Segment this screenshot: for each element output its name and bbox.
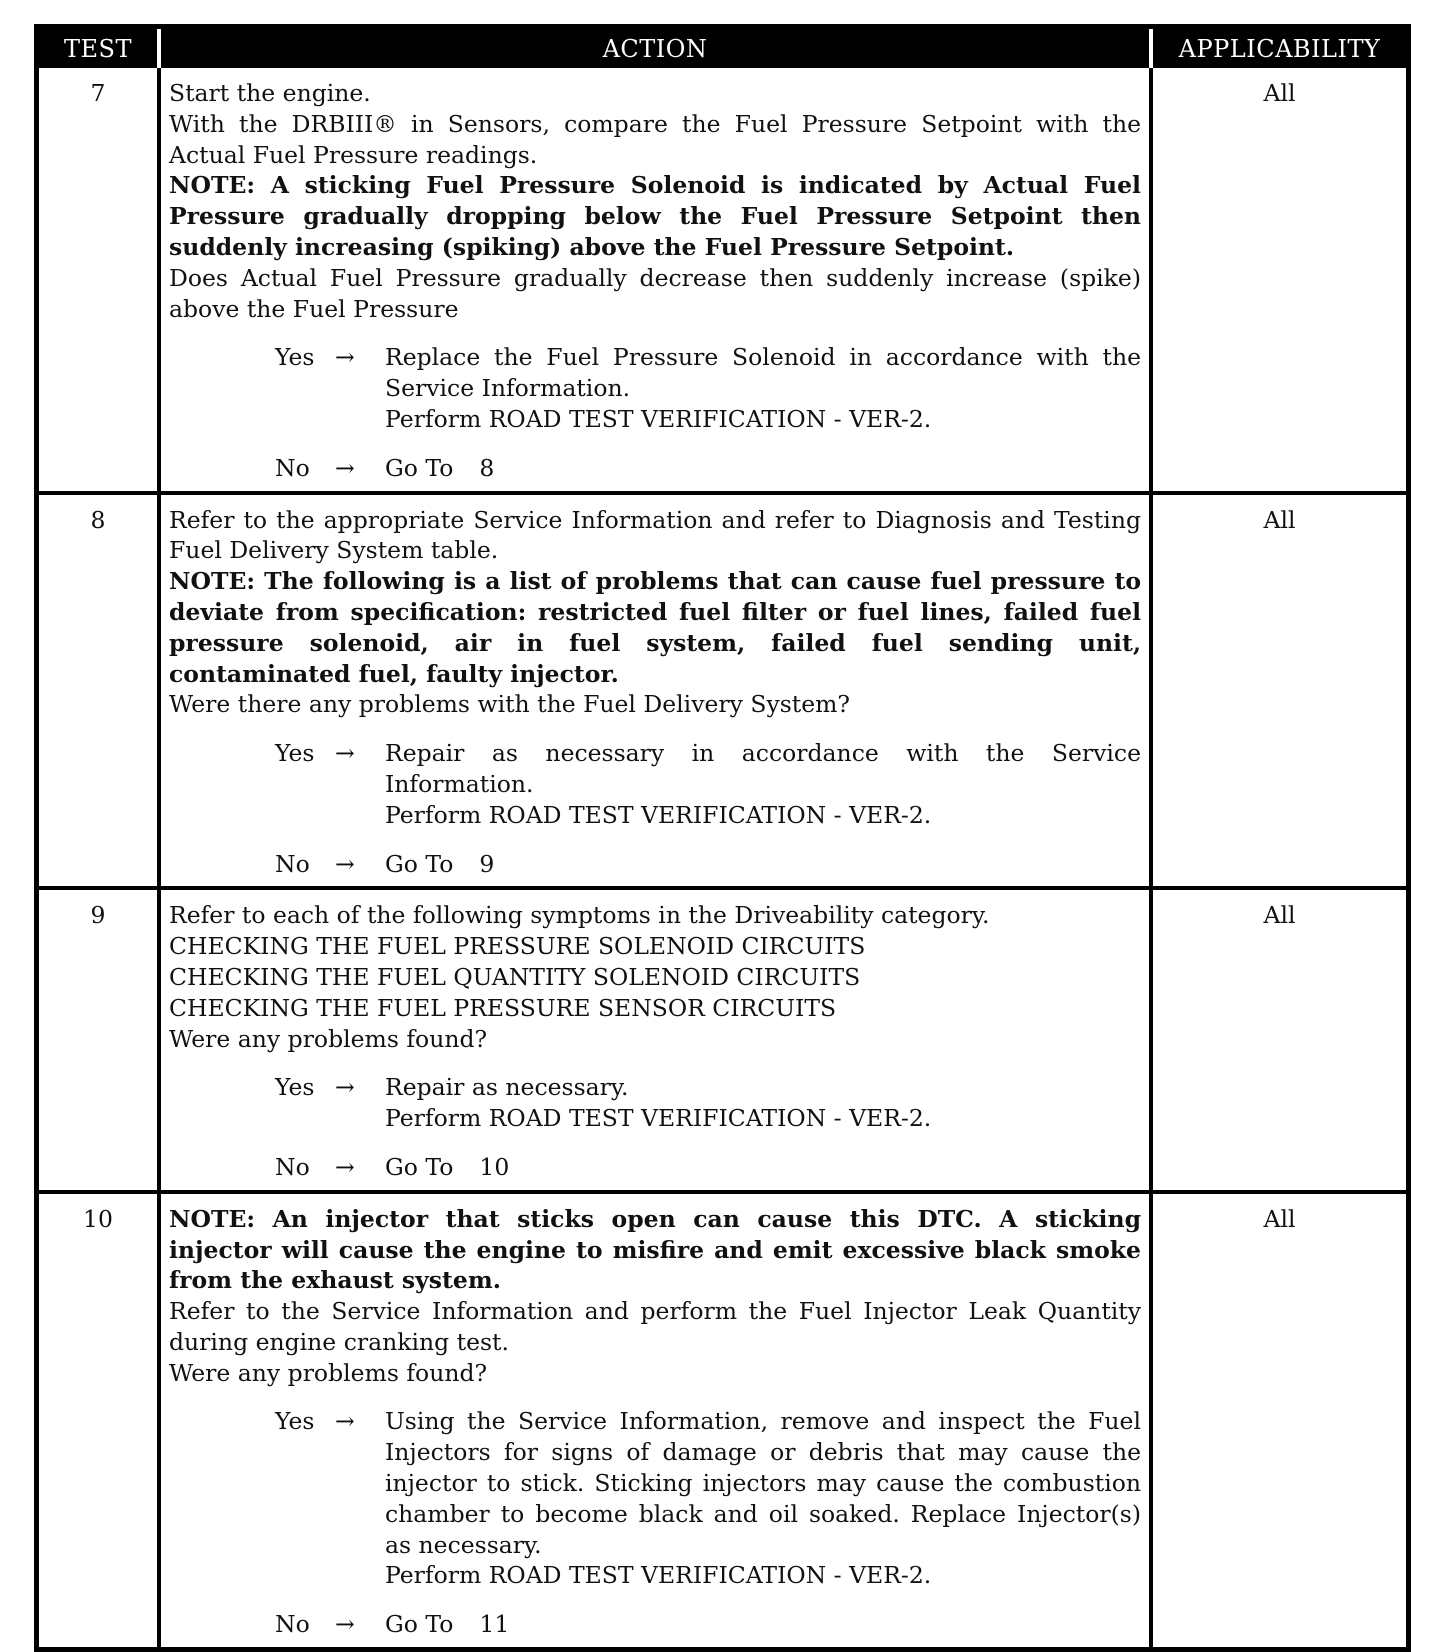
yes-result (385, 1072, 1141, 1134)
yes-branch (275, 1072, 1141, 1134)
test-number: 7 (90, 79, 106, 107)
yes-instruction: Repair as necessary in accordance with the Service Information. (385, 739, 1141, 798)
action-question: Were any problems found? (169, 1358, 488, 1387)
yes-label: Yes (275, 739, 315, 768)
test-row-10 (39, 1192, 1406, 1647)
action-note: NOTE: A sticking Fuel Pressure Solenoid is indicated by Actual Fuel Pressure gradually dropping below the Fuel Pressure Setpoint then suddenly increasing (spiking) above the Fuel Pressure Setpoint. (169, 171, 1141, 261)
action-cell (159, 1192, 1151, 1647)
yes-label: Yes (275, 343, 315, 372)
arrow-icon: → (335, 453, 355, 482)
no-branch (275, 453, 1141, 484)
yes-branch (275, 1406, 1141, 1591)
yes-instruction: Repair as necessary. (385, 1073, 629, 1102)
yes-label: Yes (275, 1073, 315, 1102)
verification-step: Perform ROAD TEST VERIFICATION - VER-2. (385, 800, 932, 829)
yes-label: Yes (275, 1407, 315, 1436)
action-cell (159, 493, 1151, 889)
diagnostic-procedure-table (34, 24, 1411, 1652)
action-text: Refer to the appropriate Service Information and refer to Diagnosis and Testing Fuel Delivery System table. (169, 505, 1141, 565)
yes-instruction: Using the Service Information, remove and inspect the Fuel Injectors for signs of damage or debris that may cause the injector to stick. Sticking injectors may cause the combustion chamber to become black and oil soaked. Replace Injector(s) as necessary. (385, 1407, 1141, 1559)
applicability-value: All (1151, 68, 1406, 493)
no-result (385, 453, 1141, 484)
header-applicability: APPLICABILITY (1151, 29, 1406, 68)
arrow-icon: → (335, 1610, 355, 1639)
goto-label: Go To (385, 453, 454, 482)
table-header-row (39, 29, 1406, 68)
yes-result (385, 1406, 1141, 1591)
no-label: No (275, 1152, 310, 1181)
no-result (385, 1152, 1141, 1183)
test-number: 8 (39, 493, 159, 889)
goto-test-link[interactable]: 8 (479, 453, 495, 482)
test-row-8 (39, 493, 1406, 889)
goto-test-link[interactable]: 9 (479, 849, 495, 878)
header-action: ACTION (159, 29, 1151, 68)
no-label: No (275, 849, 310, 878)
verification-step: Perform ROAD TEST VERIFICATION - VER-2. (385, 1561, 932, 1590)
action-cell (159, 888, 1151, 1191)
arrow-icon: → (335, 1407, 355, 1436)
arrow-icon: → (335, 739, 355, 768)
action-text: With the DRBIII® in Sensors, compare the Fuel Pressure Setpoint with the Actual Fuel Pressure readings. (169, 109, 1141, 169)
arrow-icon: → (335, 1152, 355, 1181)
arrow-icon: → (335, 849, 355, 878)
yes-result (385, 738, 1141, 830)
arrow-icon: → (335, 1073, 355, 1102)
yes-instruction: Replace the Fuel Pressure Solenoid in accordance with the Service Information. (385, 343, 1141, 403)
action-text: Start the engine. (169, 79, 371, 107)
no-label: No (275, 1610, 310, 1639)
test-row-7 (39, 68, 1406, 493)
arrow-icon: → (335, 343, 355, 372)
no-branch (275, 1152, 1141, 1183)
test-table (39, 29, 1406, 1647)
applicability-value: All (1151, 493, 1406, 889)
action-question: Does Actual Fuel Pressure gradually decrease then suddenly increase (spike) above the Fuel Pressure (169, 263, 1141, 323)
action-question: Were any problems found? (169, 1024, 488, 1053)
action-question: Were there any problems with the Fuel Delivery System? (169, 690, 851, 719)
action-note: NOTE: The following is a list of problems that can cause fuel pressure to deviate from specification: restricted fuel filter or fuel lines, failed fuel pressure solenoid, air in fuel system, failed fuel sending unit, contaminated fuel, faulty injector. (169, 567, 1141, 688)
goto-label: Go To (385, 849, 454, 878)
applicability-value: All (1151, 1192, 1406, 1647)
yes-branch (275, 738, 1141, 830)
no-result (385, 849, 1141, 880)
action-text: Refer to the Service Information and perform the Fuel Injector Leak Quantity during engine cranking test. (169, 1297, 1141, 1356)
verification-step: Perform ROAD TEST VERIFICATION - VER-2. (385, 404, 932, 433)
goto-label: Go To (385, 1152, 454, 1181)
action-text: Refer to each of the following symptoms in the Driveability category. (169, 901, 990, 930)
yes-result (385, 342, 1141, 434)
test-number: 10 (39, 1192, 159, 1647)
goto-test-link[interactable]: 11 (479, 1610, 510, 1639)
symptom-item: CHECKING THE FUEL QUANTITY SOLENOID CIRCUITS (169, 962, 861, 991)
test-row-9 (39, 888, 1406, 1191)
symptom-item: CHECKING THE FUEL PRESSURE SOLENOID CIRCUITS (169, 932, 866, 961)
header-test: TEST (39, 29, 159, 68)
goto-test-link[interactable]: 10 (479, 1152, 510, 1181)
action-note: NOTE: An injector that sticks open can cause this DTC. A sticking injector will cause the engine to misfire and emit excessive black smoke from the exhaust system. (169, 1204, 1141, 1295)
symptom-item: CHECKING THE FUEL PRESSURE SENSOR CIRCUITS (169, 993, 837, 1022)
goto-label: Go To (385, 1610, 454, 1639)
no-branch (275, 849, 1141, 880)
applicability-value: All (1151, 888, 1406, 1191)
yes-branch (275, 342, 1141, 434)
verification-step: Perform ROAD TEST VERIFICATION - VER-2. (385, 1104, 932, 1133)
test-number: 9 (39, 888, 159, 1191)
action-cell (159, 68, 1151, 493)
no-label: No (275, 453, 310, 482)
